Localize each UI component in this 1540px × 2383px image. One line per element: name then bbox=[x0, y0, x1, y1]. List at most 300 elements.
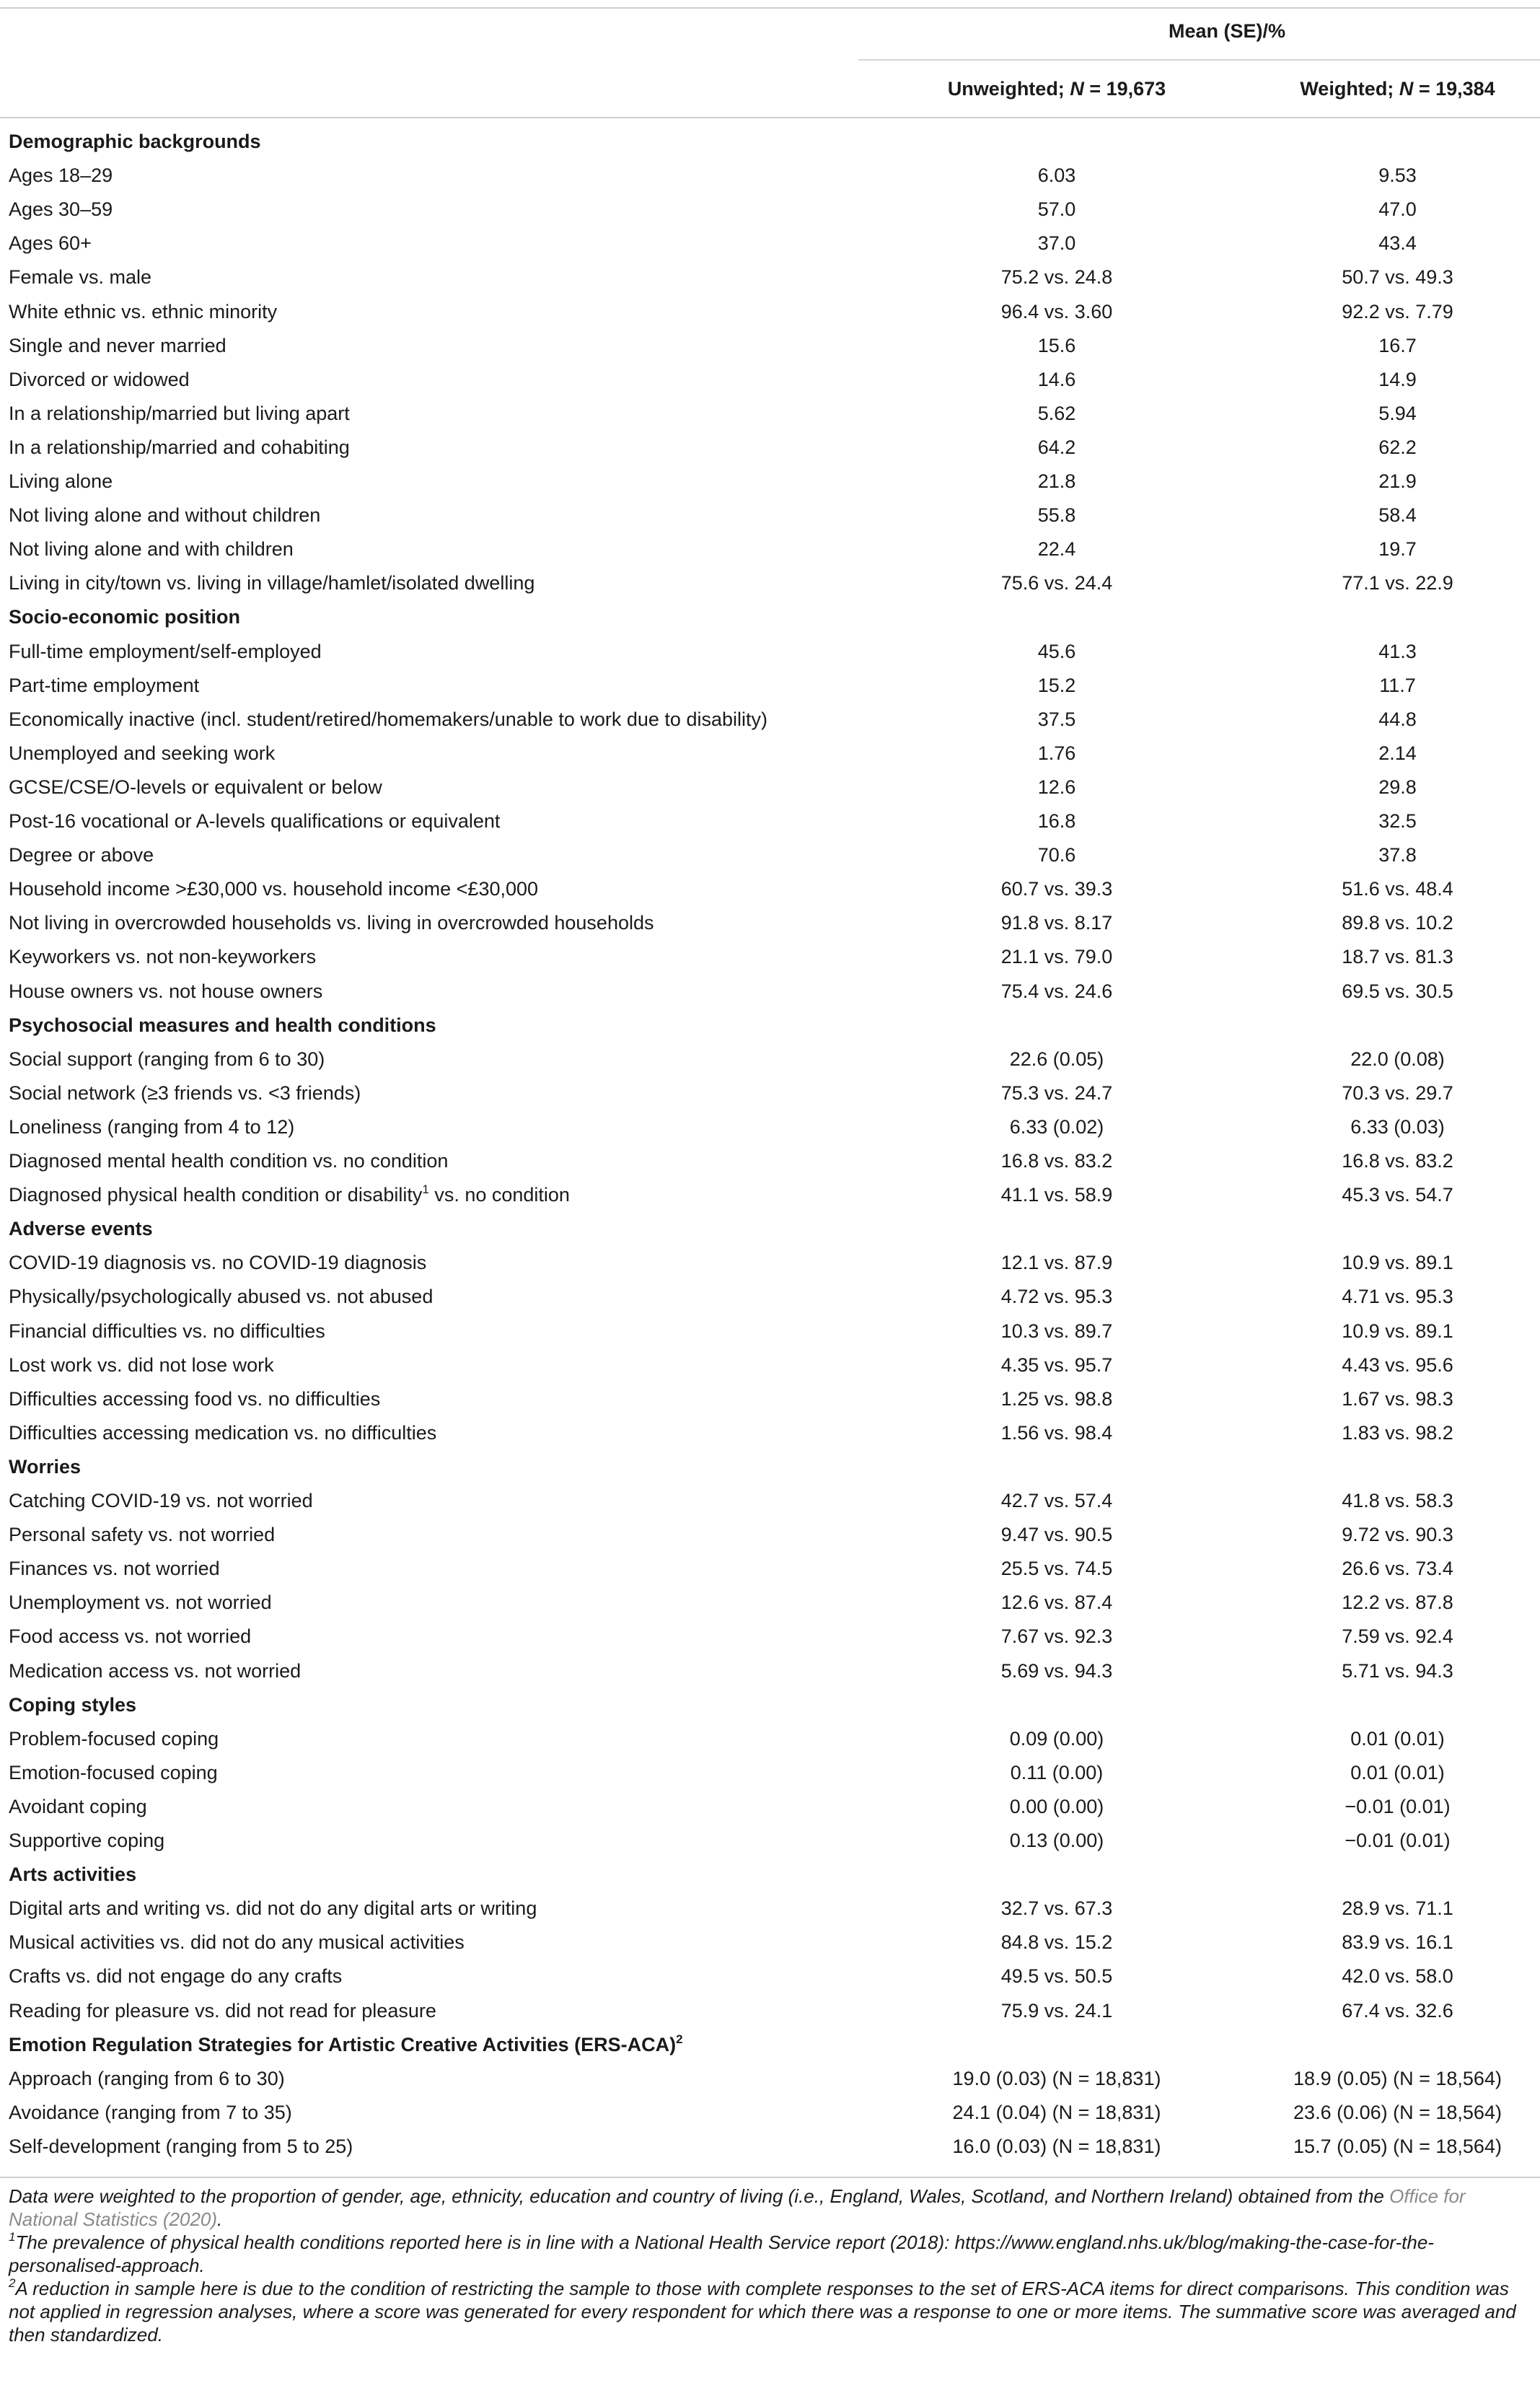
table-row bbox=[0, 669, 1540, 703]
section-header bbox=[0, 1450, 1540, 1484]
section-header bbox=[0, 125, 1540, 159]
row-label-text: Difficulties accessing food vs. no difficulties bbox=[9, 1387, 381, 1410]
column-header-unweighted bbox=[858, 78, 1255, 100]
footnote-2-marker: 2 bbox=[9, 2276, 16, 2291]
table-row bbox=[0, 1178, 1540, 1212]
row-label bbox=[9, 635, 322, 669]
cell-weighted: 23.6 (0.06) (N = 18,564) bbox=[1293, 2101, 1502, 2123]
row-label-text: Diagnosed mental health condition vs. no condition bbox=[9, 1150, 449, 1172]
row-label-text: Catching COVID-19 vs. not worried bbox=[9, 1490, 313, 1511]
cell-weighted: 5.71 vs. 94.3 bbox=[1342, 1659, 1453, 1682]
cell-unweighted: 6.03 bbox=[1037, 164, 1076, 187]
cell-weighted: 22.0 (0.08) bbox=[1350, 1048, 1445, 1070]
cell-unweighted: 4.72 vs. 95.3 bbox=[1000, 1286, 1113, 1308]
table-row bbox=[0, 1348, 1540, 1382]
table-row bbox=[0, 159, 1540, 193]
table-row bbox=[0, 906, 1540, 940]
row-label bbox=[9, 1280, 433, 1314]
row-label-text: Part-time employment bbox=[9, 674, 200, 696]
footnote-1-marker: 1 bbox=[9, 2230, 16, 2244]
cell-weighted: 44.8 bbox=[1378, 708, 1417, 730]
row-label bbox=[9, 1926, 465, 1959]
cell-weighted: 19.7 bbox=[1378, 538, 1417, 561]
weighting-note-end: . bbox=[217, 2208, 223, 2230]
row-label-text: Reading for pleasure vs. did not read for pleasure bbox=[9, 1999, 436, 2022]
row-label-text: Household income >£30,000 vs. household income <£30,000 bbox=[9, 878, 539, 900]
row-label-text: Post-16 vocational or A-levels qualifications or equivalent bbox=[9, 810, 501, 832]
cell-weighted: 15.7 (0.05) (N = 18,564) bbox=[1293, 2135, 1502, 2157]
row-label-text: Ages 60+ bbox=[9, 232, 92, 255]
cell-unweighted: 6.33 (0.02) bbox=[1009, 1115, 1104, 1138]
row-label-text: Social support (ranging from 6 to 30) bbox=[9, 1048, 325, 1070]
cell-unweighted: 15.6 bbox=[1037, 334, 1076, 356]
row-label-text: Ages 18–29 bbox=[9, 164, 113, 187]
table-row bbox=[0, 1959, 1540, 1993]
table-row bbox=[0, 431, 1540, 465]
cell-unweighted: 25.5 vs. 74.5 bbox=[1000, 1558, 1113, 1580]
row-label bbox=[9, 1518, 275, 1552]
weighting-note-text: Data were weighted to the proportion of gender, age, ethnicity, education and country of living (i.e., England, Wales, Scotland, and Northern Ireland) obtained from the bbox=[9, 2185, 1390, 2207]
row-label-text: Living in city/town vs. living in village/hamlet/isolated dwelling bbox=[9, 572, 535, 594]
row-label-text: Digital arts and writing vs. did not do any digital arts or writing bbox=[9, 1897, 537, 1920]
cell-unweighted: 75.4 vs. 24.6 bbox=[1000, 980, 1113, 1002]
cell-unweighted: 12.6 bbox=[1037, 776, 1076, 798]
cell-unweighted: 10.3 vs. 89.7 bbox=[1000, 1320, 1113, 1342]
row-label-text: Worries bbox=[9, 1455, 82, 1478]
table-row bbox=[0, 1110, 1540, 1144]
table-row bbox=[0, 1246, 1540, 1280]
row-label-text: In a relationship/married and cohabiting bbox=[9, 436, 350, 458]
cell-unweighted: 75.2 vs. 24.8 bbox=[1000, 266, 1113, 289]
table-row bbox=[0, 1926, 1540, 1959]
cell-weighted: 43.4 bbox=[1378, 232, 1417, 255]
row-label bbox=[9, 2062, 285, 2096]
row-label bbox=[9, 1382, 380, 1416]
row-label-text: Not living alone and without children bbox=[9, 504, 321, 527]
cell-unweighted: 55.8 bbox=[1037, 504, 1076, 527]
group-header: Mean (SE)/% bbox=[1169, 20, 1286, 42]
row-label bbox=[9, 227, 92, 260]
table-row bbox=[0, 532, 1540, 566]
cell-weighted: 28.9 vs. 71.1 bbox=[1342, 1897, 1453, 1920]
row-label-text: Not living alone and with children bbox=[9, 538, 294, 561]
row-label-text: Unemployment vs. not worried bbox=[9, 1592, 272, 1614]
column-header-weighted bbox=[1255, 78, 1540, 100]
footnote-1 bbox=[9, 2231, 1532, 2277]
cell-weighted: 83.9 vs. 16.1 bbox=[1342, 1931, 1453, 1954]
row-label bbox=[9, 1620, 251, 1654]
table-row bbox=[0, 295, 1540, 329]
cell-weighted: 0.01 (0.01) bbox=[1350, 1761, 1445, 1783]
table-row bbox=[0, 193, 1540, 227]
row-label bbox=[9, 1348, 274, 1382]
table-row bbox=[0, 1280, 1540, 1314]
cell-unweighted: 0.00 (0.00) bbox=[1009, 1795, 1104, 1817]
row-label-text: Living alone bbox=[9, 470, 113, 492]
cell-unweighted: 9.47 vs. 90.5 bbox=[1000, 1524, 1113, 1546]
header-rule bbox=[0, 117, 1540, 118]
row-label bbox=[9, 465, 113, 499]
cell-weighted: 0.01 (0.01) bbox=[1350, 1727, 1445, 1750]
cell-weighted: 5.94 bbox=[1378, 402, 1417, 424]
row-label bbox=[9, 2096, 292, 2130]
section-header bbox=[0, 600, 1540, 634]
cell-weighted: 10.9 vs. 89.1 bbox=[1342, 1252, 1453, 1274]
table-row bbox=[0, 2130, 1540, 2164]
section-header bbox=[0, 2028, 1540, 2062]
column-header-weighted-suffix: = 19,384 bbox=[1413, 78, 1495, 100]
row-label bbox=[9, 669, 199, 703]
table-row bbox=[0, 2062, 1540, 2096]
cell-unweighted: 64.2 bbox=[1037, 436, 1076, 458]
cell-weighted: 41.3 bbox=[1378, 640, 1417, 662]
cell-unweighted: 32.7 vs. 67.3 bbox=[1000, 1897, 1113, 1920]
row-label bbox=[9, 397, 350, 431]
table-row bbox=[0, 940, 1540, 974]
cell-unweighted: 22.4 bbox=[1037, 538, 1076, 561]
cell-unweighted: 41.1 vs. 58.9 bbox=[1000, 1184, 1113, 1206]
cell-unweighted: 70.6 bbox=[1037, 844, 1076, 866]
row-label-text: Degree or above bbox=[9, 844, 154, 866]
table-row bbox=[0, 2096, 1540, 2130]
table-row bbox=[0, 1654, 1540, 1688]
table-row bbox=[0, 1076, 1540, 1110]
cell-weighted: 42.0 vs. 58.0 bbox=[1342, 1965, 1453, 1988]
row-label bbox=[9, 906, 654, 940]
row-label bbox=[9, 159, 113, 193]
cell-unweighted: 12.1 vs. 87.9 bbox=[1000, 1252, 1113, 1274]
section-header bbox=[0, 1212, 1540, 1246]
cell-unweighted: 0.13 (0.00) bbox=[1009, 1830, 1104, 1851]
row-label-text: Supportive coping bbox=[9, 1830, 165, 1851]
footnote-1-text: The prevalence of physical health conditions reported here is in line with a National Health Service report (2018): https://www.england.nhs.uk/blog/making-the-case-for-the-personalised-approach. bbox=[9, 2231, 1434, 2276]
section-title bbox=[9, 1858, 136, 1892]
cell-weighted: 11.7 bbox=[1379, 674, 1416, 696]
row-label bbox=[9, 1315, 325, 1348]
cell-weighted: 26.6 vs. 73.4 bbox=[1342, 1558, 1453, 1580]
cell-weighted: 1.67 vs. 98.3 bbox=[1342, 1387, 1453, 1410]
row-label bbox=[9, 1994, 436, 2028]
cell-unweighted: 16.8 bbox=[1037, 810, 1076, 832]
cell-unweighted: 7.67 vs. 92.3 bbox=[1000, 1625, 1113, 1648]
group-underline bbox=[858, 59, 1540, 61]
cell-weighted: 58.4 bbox=[1378, 504, 1417, 527]
cell-weighted: 67.4 vs. 32.6 bbox=[1342, 1999, 1453, 2022]
cell-unweighted: 21.8 bbox=[1037, 470, 1076, 492]
row-label bbox=[9, 1416, 436, 1450]
section-header bbox=[0, 1858, 1540, 1892]
cell-unweighted: 16.8 vs. 83.2 bbox=[1000, 1150, 1113, 1172]
cell-unweighted: 0.09 (0.00) bbox=[1009, 1727, 1104, 1750]
row-label-suffix: vs. no condition bbox=[428, 1184, 570, 1206]
table-row bbox=[0, 771, 1540, 804]
cell-weighted: 1.83 vs. 98.2 bbox=[1342, 1421, 1453, 1444]
table-row bbox=[0, 499, 1540, 532]
row-label-text: Emotion Regulation Strategies for Artistic Creative Activities (ERS-ACA) bbox=[9, 2033, 677, 2055]
row-label-text: Female vs. male bbox=[9, 266, 152, 289]
cell-unweighted: 37.0 bbox=[1037, 232, 1076, 255]
row-label-text: Personal safety vs. not worried bbox=[9, 1524, 276, 1546]
cell-weighted: 12.2 vs. 87.8 bbox=[1342, 1592, 1453, 1614]
cell-weighted: 70.3 vs. 29.7 bbox=[1342, 1081, 1453, 1104]
row-label bbox=[9, 260, 151, 294]
row-label-text: Emotion-focused coping bbox=[9, 1761, 218, 1783]
table-row bbox=[0, 1144, 1540, 1178]
row-label bbox=[9, 1586, 272, 1620]
row-label-text: Single and never married bbox=[9, 334, 226, 356]
cell-unweighted: 84.8 vs. 15.2 bbox=[1000, 1931, 1113, 1954]
row-label bbox=[9, 295, 277, 329]
cell-weighted: 45.3 vs. 54.7 bbox=[1342, 1184, 1453, 1206]
cell-weighted: −0.01 (0.01) bbox=[1345, 1830, 1451, 1851]
row-label-text: Musical activities vs. did not do any musical activities bbox=[9, 1931, 465, 1954]
cell-unweighted: 24.1 (0.04) (N = 18,831) bbox=[952, 2101, 1161, 2123]
row-label bbox=[9, 1144, 448, 1178]
row-label-text: Avoidant coping bbox=[9, 1795, 147, 1817]
row-label bbox=[9, 499, 320, 532]
row-label bbox=[9, 703, 767, 737]
cell-weighted: 29.8 bbox=[1378, 776, 1417, 798]
table-row bbox=[0, 1043, 1540, 1076]
table-row bbox=[0, 329, 1540, 363]
row-label-text: Arts activities bbox=[9, 1864, 137, 1886]
row-label bbox=[9, 940, 316, 974]
cell-weighted: 6.33 (0.03) bbox=[1350, 1115, 1445, 1138]
cell-unweighted: 16.0 (0.03) (N = 18,831) bbox=[952, 2135, 1161, 2157]
row-label-text: Physically/psychologically abused vs. not abused bbox=[9, 1286, 434, 1308]
cell-unweighted: 45.6 bbox=[1037, 640, 1076, 662]
cell-weighted: 18.9 (0.05) (N = 18,564) bbox=[1293, 2067, 1502, 2089]
cell-weighted: 69.5 vs. 30.5 bbox=[1342, 980, 1453, 1002]
section-title bbox=[9, 1450, 81, 1484]
table-row bbox=[0, 227, 1540, 260]
cell-unweighted: 12.6 vs. 87.4 bbox=[1000, 1592, 1113, 1614]
cell-weighted: 51.6 vs. 48.4 bbox=[1342, 878, 1453, 900]
table-row bbox=[0, 1824, 1540, 1858]
cell-weighted: 10.9 vs. 89.1 bbox=[1342, 1320, 1453, 1342]
cell-weighted: 62.2 bbox=[1378, 436, 1417, 458]
table-row bbox=[0, 1892, 1540, 1926]
row-label-text: House owners vs. not house owners bbox=[9, 980, 323, 1002]
table-row bbox=[0, 737, 1540, 771]
row-label bbox=[9, 1484, 313, 1518]
weighting-note bbox=[9, 2185, 1532, 2231]
cell-unweighted: 22.6 (0.05) bbox=[1009, 1048, 1104, 1070]
cell-unweighted: 75.3 vs. 24.7 bbox=[1000, 1081, 1113, 1104]
column-header-weighted-prefix: Weighted; bbox=[1300, 78, 1399, 100]
table-row bbox=[0, 872, 1540, 906]
row-label bbox=[9, 1178, 570, 1212]
row-label-text: Approach (ranging from 6 to 30) bbox=[9, 2067, 285, 2089]
section-header bbox=[0, 1009, 1540, 1043]
table-row bbox=[0, 1416, 1540, 1450]
table-row bbox=[0, 975, 1540, 1009]
row-label bbox=[9, 1654, 301, 1688]
row-label-text: Financial difficulties vs. no difficulties bbox=[9, 1320, 325, 1342]
row-label-text: Socio-economic position bbox=[9, 606, 241, 628]
section-title bbox=[9, 1212, 153, 1246]
row-label bbox=[9, 1824, 164, 1858]
cell-weighted: 9.72 vs. 90.3 bbox=[1342, 1524, 1453, 1546]
cell-unweighted: 75.6 vs. 24.4 bbox=[1000, 572, 1113, 594]
cell-weighted: 4.43 vs. 95.6 bbox=[1342, 1353, 1453, 1376]
row-label-text: Lost work vs. did not lose work bbox=[9, 1353, 274, 1376]
cell-weighted: 47.0 bbox=[1378, 198, 1417, 221]
cell-weighted: 9.53 bbox=[1378, 164, 1417, 187]
table-row bbox=[0, 1586, 1540, 1620]
cell-unweighted: 91.8 vs. 8.17 bbox=[1000, 912, 1113, 934]
row-label bbox=[9, 975, 322, 1009]
cell-weighted: 16.7 bbox=[1378, 334, 1417, 356]
table-row bbox=[0, 260, 1540, 294]
table-row bbox=[0, 1382, 1540, 1416]
table-row bbox=[0, 1315, 1540, 1348]
column-header-unweighted-prefix: Unweighted; bbox=[947, 78, 1070, 100]
cell-unweighted: 42.7 vs. 57.4 bbox=[1000, 1490, 1113, 1511]
cell-unweighted: 14.6 bbox=[1037, 368, 1076, 390]
cell-weighted: 77.1 vs. 22.9 bbox=[1342, 572, 1453, 594]
row-label-text: Medication access vs. not worried bbox=[9, 1659, 302, 1682]
row-label-text: Full-time employment/self-employed bbox=[9, 640, 322, 662]
row-label-text: Avoidance (ranging from 7 to 35) bbox=[9, 2101, 292, 2123]
cell-unweighted: 0.11 (0.00) bbox=[1010, 1761, 1104, 1783]
row-label-text: Unemployed and seeking work bbox=[9, 742, 276, 764]
section-title bbox=[9, 2028, 683, 2062]
row-label bbox=[9, 532, 294, 566]
cell-unweighted: 49.5 vs. 50.5 bbox=[1000, 1965, 1113, 1988]
footnote-marker: 1 bbox=[422, 1182, 429, 1197]
row-label bbox=[9, 872, 538, 906]
cell-unweighted: 5.69 vs. 94.3 bbox=[1000, 1659, 1113, 1682]
cell-weighted: 2.14 bbox=[1378, 742, 1417, 764]
row-label-text: COVID-19 diagnosis vs. no COVID-19 diagnosis bbox=[9, 1252, 427, 1274]
cell-weighted: 37.8 bbox=[1378, 844, 1417, 866]
row-label-text: Self-development (ranging from 5 to 25) bbox=[9, 2135, 353, 2157]
row-label-text: Social network (≥3 friends vs. <3 friends) bbox=[9, 1081, 361, 1104]
table-notes bbox=[9, 2185, 1532, 2346]
cell-weighted: 14.9 bbox=[1378, 368, 1417, 390]
row-label bbox=[9, 1959, 342, 1993]
row-label bbox=[9, 1246, 426, 1280]
section-header bbox=[0, 1688, 1540, 1722]
cell-unweighted: 19.0 (0.03) (N = 18,831) bbox=[952, 2067, 1161, 2089]
row-label bbox=[9, 1790, 147, 1824]
section-title bbox=[9, 1688, 136, 1722]
row-label bbox=[9, 1110, 294, 1144]
row-label bbox=[9, 1076, 361, 1110]
row-label-text: Adverse events bbox=[9, 1218, 153, 1240]
table-row bbox=[0, 1722, 1540, 1756]
cell-unweighted: 37.5 bbox=[1037, 708, 1076, 730]
cell-weighted: 41.8 vs. 58.3 bbox=[1342, 1490, 1453, 1511]
row-label-text: Ages 30–59 bbox=[9, 198, 113, 221]
row-label-text: Divorced or widowed bbox=[9, 368, 190, 390]
table-row bbox=[0, 465, 1540, 499]
cell-weighted: 92.2 vs. 7.79 bbox=[1342, 300, 1453, 322]
footnote-2-text: A reduction in sample here is due to the condition of restricting the sample to those with complete responses to the set of ERS-ACA items for direct comparisons. This condition was not applied in regression analyses, where a score was generated for every respondent for which there was a response to one or more items. The summative score was averaged and then standardized. bbox=[9, 2278, 1516, 2345]
column-header-unweighted-suffix: = 19,673 bbox=[1083, 78, 1166, 100]
table-row bbox=[0, 1620, 1540, 1654]
cell-unweighted: 21.1 vs. 79.0 bbox=[1000, 946, 1113, 968]
row-label-text: Not living in overcrowded households vs. living in overcrowded households bbox=[9, 912, 654, 934]
row-label bbox=[9, 329, 226, 363]
row-label bbox=[9, 838, 154, 872]
section-title bbox=[9, 600, 240, 634]
ons-citation-link[interactable]: Office for National Statistics (2020) bbox=[9, 2185, 1466, 2230]
row-label-text: Coping styles bbox=[9, 1693, 137, 1716]
row-label bbox=[9, 363, 190, 397]
cell-unweighted: 60.7 vs. 39.3 bbox=[1000, 878, 1113, 900]
table-row bbox=[0, 1790, 1540, 1824]
row-label-text: Difficulties accessing medication vs. no difficulties bbox=[9, 1421, 437, 1444]
bottom-rule bbox=[0, 2177, 1540, 2178]
table-row bbox=[0, 838, 1540, 872]
table-row bbox=[0, 1484, 1540, 1518]
cell-weighted: 21.9 bbox=[1378, 470, 1417, 492]
table-row bbox=[0, 397, 1540, 431]
row-label-text: Loneliness (ranging from 4 to 12) bbox=[9, 1115, 295, 1138]
section-title bbox=[9, 125, 261, 159]
row-label bbox=[9, 193, 113, 227]
top-rule bbox=[0, 7, 1540, 9]
row-label-text: Food access vs. not worried bbox=[9, 1625, 252, 1648]
row-label bbox=[9, 737, 275, 771]
cell-unweighted: 1.76 bbox=[1037, 742, 1076, 764]
row-label-text: Finances vs. not worried bbox=[9, 1558, 220, 1580]
row-label-text: Demographic backgrounds bbox=[9, 131, 261, 152]
row-label-text: GCSE/CSE/O-levels or equivalent or below bbox=[9, 776, 382, 798]
cell-unweighted: 57.0 bbox=[1037, 198, 1076, 221]
row-label bbox=[9, 804, 500, 838]
table-row bbox=[0, 804, 1540, 838]
row-label bbox=[9, 2130, 353, 2164]
cell-weighted: 50.7 vs. 49.3 bbox=[1342, 266, 1453, 289]
cell-unweighted: 1.56 vs. 98.4 bbox=[1000, 1421, 1113, 1444]
section-title bbox=[9, 1009, 436, 1043]
row-label-text: Problem-focused coping bbox=[9, 1727, 219, 1750]
cell-weighted: 16.8 vs. 83.2 bbox=[1342, 1150, 1453, 1172]
column-header-weighted-n: N bbox=[1399, 78, 1414, 100]
table-row bbox=[0, 1552, 1540, 1586]
row-label-text: Keyworkers vs. not non-keyworkers bbox=[9, 946, 317, 968]
row-label-text: Economically inactive (incl. student/retired/homemakers/unable to work due to disability) bbox=[9, 708, 767, 730]
cell-weighted: −0.01 (0.01) bbox=[1345, 1795, 1451, 1817]
cell-unweighted: 1.25 vs. 98.8 bbox=[1000, 1387, 1113, 1410]
table-row bbox=[0, 703, 1540, 737]
row-label-text: Crafts vs. did not engage do any crafts bbox=[9, 1965, 343, 1988]
footnote-marker: 2 bbox=[676, 2032, 683, 2046]
row-label bbox=[9, 771, 382, 804]
row-label bbox=[9, 1552, 220, 1586]
cell-weighted: 32.5 bbox=[1378, 810, 1417, 832]
row-label-text: Diagnosed physical health condition or disability bbox=[9, 1184, 423, 1206]
table-row bbox=[0, 363, 1540, 397]
row-label-text: White ethnic vs. ethnic minority bbox=[9, 300, 278, 322]
row-label bbox=[9, 1892, 537, 1926]
table-row bbox=[0, 566, 1540, 600]
cell-weighted: 89.8 vs. 10.2 bbox=[1342, 912, 1453, 934]
row-label bbox=[9, 566, 534, 600]
cell-unweighted: 15.2 bbox=[1037, 674, 1076, 696]
table-row bbox=[0, 1994, 1540, 2028]
footnote-2 bbox=[9, 2277, 1532, 2346]
table-row bbox=[0, 635, 1540, 669]
row-label bbox=[9, 431, 350, 465]
table-row bbox=[0, 1518, 1540, 1552]
table-row bbox=[0, 1756, 1540, 1790]
cell-weighted: 4.71 vs. 95.3 bbox=[1342, 1286, 1453, 1308]
cell-unweighted: 4.35 vs. 95.7 bbox=[1000, 1353, 1113, 1376]
